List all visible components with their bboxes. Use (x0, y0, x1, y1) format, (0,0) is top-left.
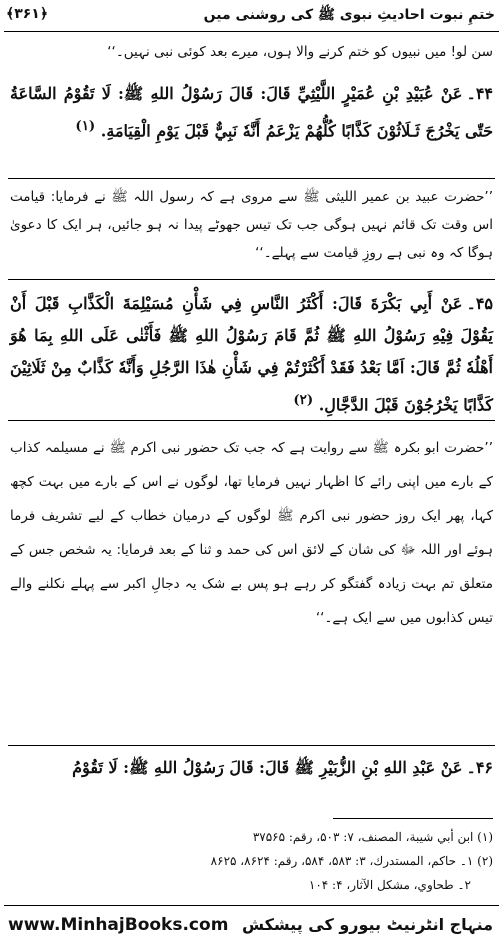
website-link[interactable]: www.MinhajBooks.com (8, 915, 229, 935)
footer-rule (4, 905, 499, 906)
hadith-arabic-text: عَنْ أَبِي بَكْرَةَ قَالَ: أَكْثَرُ النَّاسِ فِي شَأْنِ مُسَيْلِمَةَ الْكَذَّابِ قَبْلَ أَنْ يَقُوْلَ فِيْهِ رَسُوْلُ اللهِ ﷺ ثُمَّ قَامَ رَسُوْلُ اللهِ ﷺ فَأَثْنٰى عَلَى اللهِ بِمَا هُوَ أَهْلُهٗ ثُمَّ قَالَ: اَمَّا بَعْدُ فَقَدْ أَكْثَرْتُمْ فِي شَأْنِ هٰذَا الرَّجُلِ وَأَنَّهٗ كَذَّابٌ مِنْ ثَلَاثِيْنَ كَذَّابًا يَخْرُجُوْنَ قَبْلَ الدَّجَّالِ. (10, 294, 493, 415)
hadith-45-arabic (10, 288, 493, 421)
footnotes (10, 818, 493, 897)
publisher-credit: منہاج انٹرنیٹ بیورو کی پیشکش (241, 915, 493, 934)
hadith-45-urdu: ’’حضرت ابو بکرہ ﷺ سے روایت ہے کہ جب تک حضور نبی اکرم ﷺ نے مسیلمہ کذاب کے بارے میں اپنی رائے کا اظہار نہیں فرمایا تھا، لوگوں نے اس کے بارے میں بہت کچھ کہا، پھر ایک روز حضور نبی اکرم ﷺ لوگوں کے درمیان خطاب کے لیے تشریف فرما ہوئے اور اللہ ﷻ کی شان کے لائق اس کی حمد و ثنا کے بعد فرمایا: یہ شخص جس کے متعلق تم بہت زیادہ گفتگو کر رہے ہو پس بے شک یہ دجالِ اکبر سے پہلے نکلنے والے تیس کذابوں میں سے ایک ہے۔‘‘ (10, 440, 493, 626)
hadith-arabic-text: عَنْ عُبَيْدِ بْنِ عُمَيْرٍ اللَّيْثِيِّ قَالَ: قَالَ رَسُوْلُ اللهِ ﷺ: لَا تَقُوْمُ السَّاعَةُ حَتّٰى يَخْرُجَ ثَـلَاثُوْنَ كَذَّابًا كُلُّهُمْ يَزْعَمُ أَنَّهٗ نَبِيٌّ قَبْلَ يَوْمِ الْقِيَامَةِ. (10, 84, 493, 141)
page-header (0, 0, 503, 34)
hadith-44-translation-box (8, 178, 495, 280)
page-number: ﴾۳۶۱﴿ (6, 6, 49, 22)
hadith-arabic-text: عَنْ عَبْدِ اللهِ بْنِ الزُّبَيْرِ ﷺ قَالَ: قَالَ رَسُوْلُ اللهِ ﷺ: لَا تَقُوْمُ (72, 758, 463, 777)
hadith-45-translation-box (8, 420, 495, 746)
hadith-46-arabic (10, 752, 493, 784)
footnote-rule (333, 818, 493, 819)
intro-line: سن لو! میں نبیوں کو ختم کرنے والا ہوں، میرے بعد کوئی نبی نہیں۔‘‘ (107, 44, 493, 60)
hadith-number: ۴۴۔ (466, 84, 493, 103)
page-footer (0, 905, 503, 946)
footnote-ref: (۱) (75, 118, 96, 134)
footnote-2: (۲) ۱۔ حاكم، المستدرك، ۳: ۵۸۳، ۵۸۴، رقم: ۸۶۲۴، ۸۶۲۵ (210, 854, 493, 868)
hadith-number: ۴۶۔ (466, 758, 493, 777)
footnote-1: (۱) ابن أبي شيبة، المصنف، ۷: ۵۰۳، رقم: ۳۷۵۶۵ (252, 830, 493, 844)
hadith-number: ۴۵۔ (466, 294, 493, 313)
header-rule (4, 31, 499, 32)
hadith-44-urdu: ’’حضرت عبید بن عمیر اللیثی ﷺ سے مروی ہے کہ رسول اللہ ﷺ نے فرمایا: قیامت اس وقت تک قائم نہیں ہوگی جب تک تیس جھوٹے پیدا نہ ہو جائیں، ہر ایک کا دعویٰ ہوگا کہ وہ نبی ہے روزِ قیامت سے پہلے۔‘‘ (10, 189, 493, 261)
hadith-44-arabic (10, 78, 493, 147)
footnote-2b: ۲۔ طحاوي، مشكل الآثار، ۴: ۱۰۴ (308, 878, 471, 892)
running-title: ختمِ نبوت احادیثِ نبوی ﷺ کی روشنی میں (203, 7, 495, 23)
footnote-ref: (۲) (293, 392, 314, 408)
